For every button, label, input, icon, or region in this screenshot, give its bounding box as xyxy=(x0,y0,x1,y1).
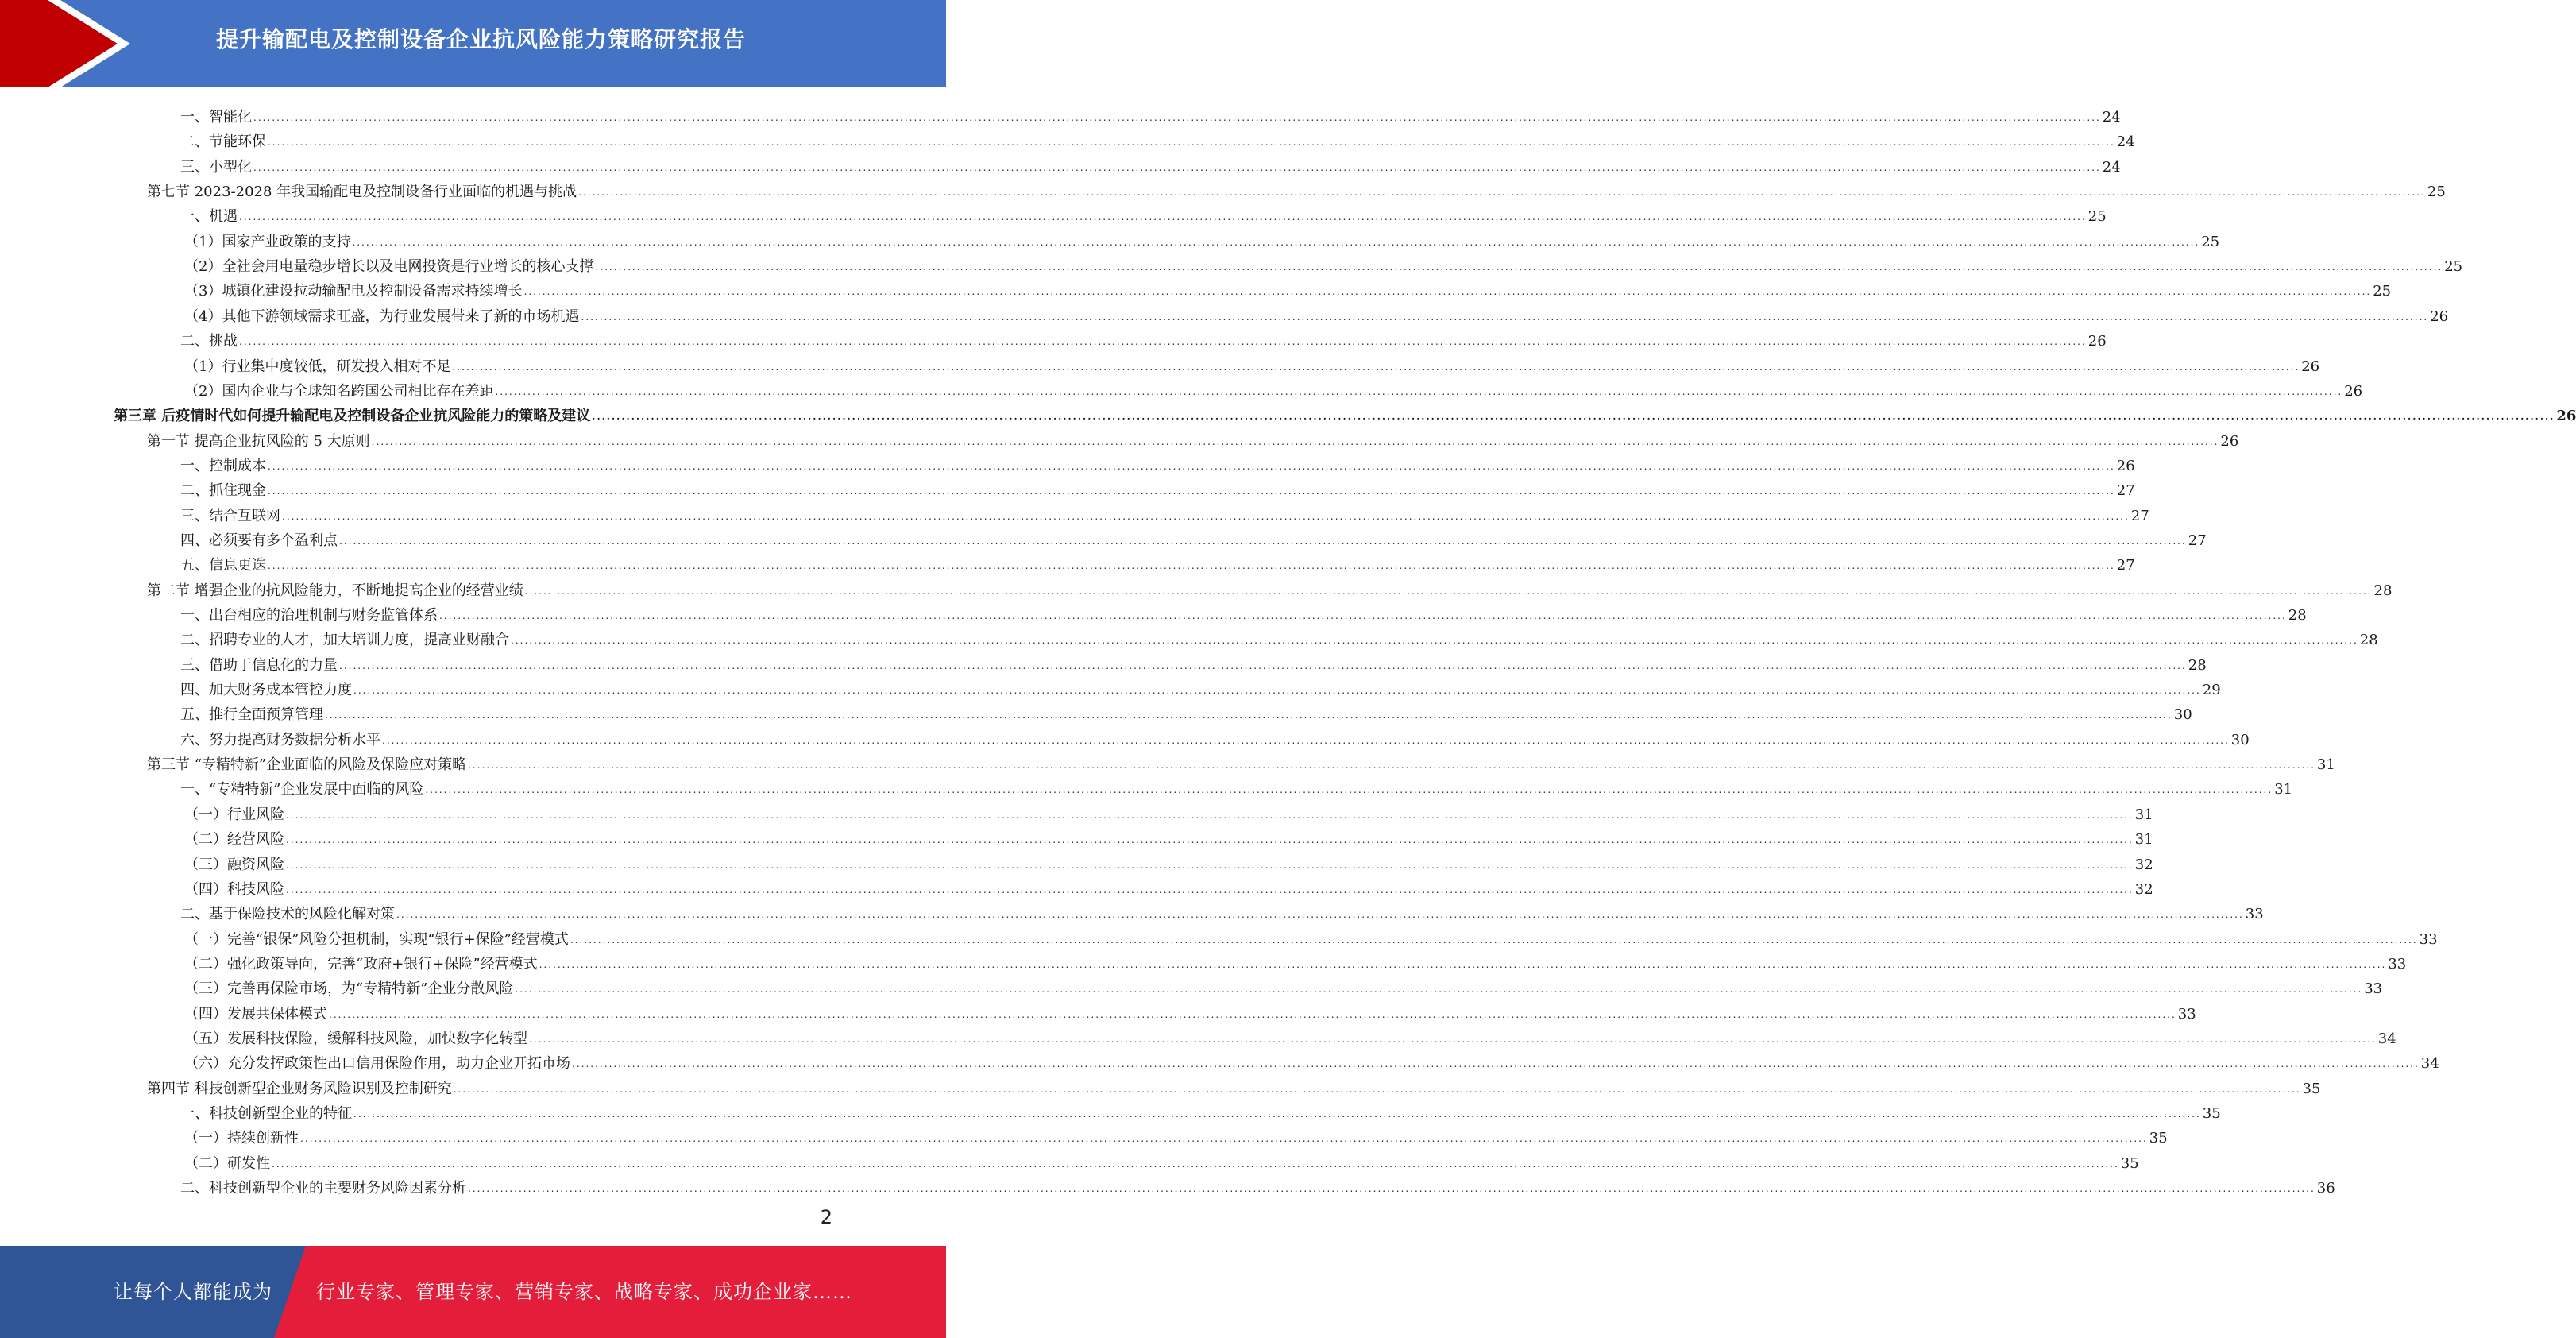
toc-entry-title: 二、招聘专业的人才，加大培训力度，提高业财融合 xyxy=(180,632,509,649)
toc-entry-page: 24 xyxy=(2102,158,2121,176)
toc-entry-page: 25 xyxy=(2444,258,2463,276)
toc-leader-dots: ................................................................................................................................................................................................................................................................................................................................................................................................................ xyxy=(282,510,2130,522)
toc-entry[interactable] xyxy=(184,949,2407,973)
toc-leader-dots: ................................................................................................................................................................................................................................................................................................................................................................................................................ xyxy=(396,909,2244,921)
toc-entry-page: 25 xyxy=(2427,184,2446,201)
toc-entry-title: （4）其他下游领域需求旺盛，为行业发展带来了新的市场机遇 xyxy=(184,307,580,325)
toc-entry[interactable] xyxy=(184,924,2438,949)
toc-entry-title: 一、科技创新型企业的特征 xyxy=(180,1105,352,1122)
toc-entry-title: （六）充分发挥政策性出口信用保险作用，助力企业开拓市场 xyxy=(184,1055,570,1073)
toc-entry[interactable] xyxy=(184,1048,2439,1073)
toc-entry-title: 一、控制成本 xyxy=(180,457,266,474)
toc-entry-title: （1）国家产业政策的支持 xyxy=(184,233,351,250)
toc-entry-page: 35 xyxy=(2302,1080,2321,1097)
toc-entry[interactable] xyxy=(184,1123,2168,1147)
toc-entry[interactable] xyxy=(180,501,2149,525)
toc-entry[interactable] xyxy=(184,1023,2396,1048)
toc-entry-page: 24 xyxy=(2102,109,2121,126)
toc-leader-dots: ................................................................................................................................................................................................................................................................................................................................................................................................................ xyxy=(382,734,2230,746)
toc-leader-dots: ................................................................................................................................................................................................................................................................................................................................................................................................................ xyxy=(286,809,2134,821)
toc-entry-page: 31 xyxy=(2134,806,2153,823)
toc-leader-dots: ................................................................................................................................................................................................................................................................................................................................................................................................................ xyxy=(286,834,2134,846)
footer-slogan-left: 让每个人都能成为 xyxy=(114,1281,272,1303)
toc-leader-dots: ................................................................................................................................................................................................................................................................................................................................................................................................................ xyxy=(239,211,2087,223)
toc-entry-page: 35 xyxy=(2202,1105,2221,1122)
toc-leader-dots: ................................................................................................................................................................................................................................................................................................................................................................................................................ xyxy=(300,1133,2148,1145)
toc-entry-page: 24 xyxy=(2116,133,2135,151)
toc-leader-dots: ................................................................................................................................................................................................................................................................................................................................................................................................................ xyxy=(515,984,2363,996)
toc-leader-dots: ................................................................................................................................................................................................................................................................................................................................................................................................................ xyxy=(523,286,2372,298)
toc-entry-page: 31 xyxy=(2316,756,2335,774)
toc-entry[interactable] xyxy=(180,525,2207,550)
toc-leader-dots: ................................................................................................................................................................................................................................................................................................................................................................................................................ xyxy=(352,236,2200,248)
toc-leader-dots: ................................................................................................................................................................................................................................................................................................................................................................................................................ xyxy=(353,685,2201,697)
toc-entry-page: 26 xyxy=(2430,307,2449,325)
toc-entry[interactable] xyxy=(184,276,2392,300)
toc-leader-dots: ................................................................................................................................................................................................................................................................................................................................................................................................................ xyxy=(468,760,2315,771)
toc-entry[interactable] xyxy=(184,376,2363,400)
toc-entry[interactable] xyxy=(147,749,2335,774)
toc-entry-title: （二）研发性 xyxy=(184,1154,270,1172)
toc-entry[interactable] xyxy=(180,475,2135,500)
toc-entry-title: （二）经营风险 xyxy=(184,831,284,849)
toc-entry[interactable] xyxy=(180,451,2135,475)
toc-leader-dots: ................................................................................................................................................................................................................................................................................................................................................................................................................ xyxy=(253,112,2101,123)
toc-entry-title: （三）融资风险 xyxy=(184,856,284,873)
toc-entry[interactable] xyxy=(180,774,2293,799)
toc-entry-title: 第三节 “专精特新”企业面临的风险及保险应对策略 xyxy=(147,756,467,774)
toc-entry-page: 28 xyxy=(2359,632,2378,649)
toc-entry-title: 第三章 后疫情时代如何提升输配电及控制设备企业抗风险能力的策略及建议 xyxy=(114,408,591,425)
toc-entry[interactable] xyxy=(184,251,2463,276)
toc-leader-dots: ................................................................................................................................................................................................................................................................................................................................................................................................................ xyxy=(495,385,2343,397)
toc-entry-page: 27 xyxy=(2116,482,2135,500)
toc-entry[interactable] xyxy=(184,973,2383,998)
toc-entry-page: 30 xyxy=(2173,706,2192,724)
toc-entry-title: （一）行业风险 xyxy=(184,806,284,823)
toc-entry-title: 三、借助于信息化的力量 xyxy=(180,656,338,674)
toc-entry[interactable] xyxy=(184,799,2153,824)
toc-entry[interactable] xyxy=(180,126,2135,151)
toc-entry-page: 30 xyxy=(2230,731,2250,748)
toc-entry-title: （三）完善再保险市场，为“专精特新”企业分散风险 xyxy=(184,980,514,998)
toc-entry[interactable] xyxy=(114,400,2576,425)
toc-entry-page: 27 xyxy=(2188,532,2207,549)
toc-entry-page: 26 xyxy=(2220,432,2239,450)
toc-entry-title: 二、挑战 xyxy=(180,333,238,350)
toc-leader-dots: ................................................................................................................................................................................................................................................................................................................................................................................................................ xyxy=(572,1058,2420,1070)
toc-entry-title: （3）城镇化建设拉动输配电及控制设备需求持续增长 xyxy=(184,283,523,300)
toc-leader-dots: ................................................................................................................................................................................................................................................................................................................................................................................................................ xyxy=(570,934,2418,945)
toc-entry[interactable] xyxy=(180,102,2121,126)
toc-entry-title: （2）全社会用电量稳步增长以及电网投资是行业增长的核心支撑 xyxy=(184,258,594,276)
toc-entry[interactable] xyxy=(184,849,2153,874)
toc-entry-page: 26 xyxy=(2116,457,2135,474)
toc-entry-page: 35 xyxy=(2149,1130,2168,1147)
toc-entry[interactable] xyxy=(184,301,2449,326)
toc-leader-dots: ................................................................................................................................................................................................................................................................................................................................................................................................................ xyxy=(268,485,2115,497)
toc-entry-title: 二、节能环保 xyxy=(180,133,266,151)
toc-entry[interactable] xyxy=(180,326,2107,350)
toc-entry-page: 26 xyxy=(2301,358,2320,375)
toc-entry-title: 一、机遇 xyxy=(180,208,238,226)
page-header xyxy=(0,0,946,87)
toc-entry-title: （一）持续创新性 xyxy=(184,1130,299,1147)
toc-entry-title: （一）完善“银保”风险分担机制，实现“银行+保险”经营模式 xyxy=(184,930,569,948)
toc-entry[interactable] xyxy=(147,426,2239,451)
toc-entry[interactable] xyxy=(180,725,2250,749)
toc-leader-dots: ................................................................................................................................................................................................................................................................................................................................................................................................................ xyxy=(268,460,2115,472)
toc-entry[interactable] xyxy=(184,1148,2139,1173)
toc-leader-dots: ................................................................................................................................................................................................................................................................................................................................................................................................................ xyxy=(268,137,2115,149)
toc-entry[interactable] xyxy=(180,625,2378,649)
toc-entry-title: 一、“专精特新”企业发展中面临的风险 xyxy=(180,781,424,799)
toc-entry[interactable] xyxy=(180,600,2307,625)
toc-leader-dots: ................................................................................................................................................................................................................................................................................................................................................................................................................ xyxy=(453,1083,2301,1095)
toc-leader-dots: ................................................................................................................................................................................................................................................................................................................................................................................................................ xyxy=(452,361,2300,373)
toc-leader-dots: ................................................................................................................................................................................................................................................................................................................................................................................................................ xyxy=(524,585,2373,597)
toc-leader-dots: ................................................................................................................................................................................................................................................................................................................................................................................................................ xyxy=(239,336,2087,348)
toc-entry-page: 26 xyxy=(2556,408,2576,425)
report-title: 提升输配电及控制设备企业抗风险能力策略研究报告 xyxy=(215,26,746,52)
toc-entry[interactable] xyxy=(180,1173,2335,1197)
toc-entry-title: 二、科技创新型企业的主要财务风险因素分析 xyxy=(180,1180,466,1197)
toc-entry-page: 28 xyxy=(2288,607,2307,624)
toc-leader-dots: ................................................................................................................................................................................................................................................................................................................................................................................................................ xyxy=(353,1108,2201,1120)
toc-entry[interactable] xyxy=(180,699,2192,724)
footer-slogan-right: 行业专家、管理专家、营销专家、战略专家、成功企业家…… xyxy=(316,1281,852,1303)
toc-entry-title: 第四节 科技创新型企业财务风险识别及控制研究 xyxy=(147,1080,452,1097)
toc-entry-title: 第七节 2023-2028 年我国输配电及控制设备行业面临的机遇与挑战 xyxy=(147,184,577,201)
toc-entry-page: 34 xyxy=(2420,1055,2439,1073)
toc-entry[interactable] xyxy=(147,1073,2321,1098)
toc-entry[interactable] xyxy=(180,675,2221,699)
toc-leader-dots: ................................................................................................................................................................................................................................................................................................................................................................................................................ xyxy=(268,560,2115,572)
toc-entry[interactable] xyxy=(147,176,2446,201)
toc-entry-title: 二、抓住现金 xyxy=(180,482,266,500)
page-number: 2 xyxy=(820,1206,832,1228)
toc-entry[interactable] xyxy=(180,1098,2221,1123)
toc-leader-dots: ................................................................................................................................................................................................................................................................................................................................................................................................................ xyxy=(325,710,2172,721)
toc-entry-title: 五、推行全面预算管理 xyxy=(180,706,323,724)
toc-entry-page: 31 xyxy=(2134,831,2153,849)
toc-leader-dots: ................................................................................................................................................................................................................................................................................................................................................................................................................ xyxy=(339,659,2187,671)
toc-leader-dots: ................................................................................................................................................................................................................................................................................................................................................................................................................ xyxy=(272,1158,2119,1170)
toc-entry-page: 28 xyxy=(2188,656,2207,674)
toc-entry-page: 28 xyxy=(2373,582,2393,599)
toc-entry-title: 三、结合互联网 xyxy=(180,507,280,524)
toc-entry-page: 33 xyxy=(2419,930,2438,948)
toc-entry-page: 27 xyxy=(2130,507,2149,524)
toc-entry-title: 四、必须要有多个盈利点 xyxy=(180,532,338,549)
toc-leader-dots: ................................................................................................................................................................................................................................................................................................................................................................................................................ xyxy=(286,884,2134,895)
toc-entry-title: 第二节 增强企业的抗风险能力，不断地提高企业的经营业绩 xyxy=(147,582,523,599)
toc-entry-page: 32 xyxy=(2134,880,2153,898)
toc-entry-title: （二）强化政策导向，完善“政府+银行+保险”经营模式 xyxy=(184,955,538,973)
toc-entry[interactable] xyxy=(180,650,2207,675)
toc-entry[interactable] xyxy=(180,152,2121,176)
toc-entry-page: 35 xyxy=(2120,1154,2139,1172)
toc-entry-title: 一、出台相应的治理机制与财务监管体系 xyxy=(180,607,438,624)
toc-entry-title: （四）科技风险 xyxy=(184,880,284,898)
toc-leader-dots: ................................................................................................................................................................................................................................................................................................................................................................................................................ xyxy=(286,859,2134,871)
toc-entry-page: 33 xyxy=(2177,1005,2196,1023)
toc-leader-dots: ................................................................................................................................................................................................................................................................................................................................................................................................................ xyxy=(539,958,2387,970)
toc-entry-title: 一、智能化 xyxy=(180,109,252,126)
toc-entry[interactable] xyxy=(184,351,2320,376)
toc-leader-dots: ................................................................................................................................................................................................................................................................................................................................................................................................................ xyxy=(329,1008,2176,1020)
toc-entry-title: 第一节 提高企业抗风险的 5 大原则 xyxy=(147,432,370,450)
toc-entry[interactable] xyxy=(180,899,2264,923)
toc-entry[interactable] xyxy=(180,550,2135,574)
toc-entry-page: 31 xyxy=(2274,781,2293,799)
toc-entry-title: （1）行业集中度较低，研发投入相对不足 xyxy=(184,358,451,375)
toc-leader-dots: ................................................................................................................................................................................................................................................................................................................................................................................................................ xyxy=(253,161,2101,173)
toc-leader-dots: ................................................................................................................................................................................................................................................................................................................................................................................................................ xyxy=(468,1183,2315,1195)
toc-entry[interactable] xyxy=(184,874,2153,899)
toc-leader-dots: ................................................................................................................................................................................................................................................................................................................................................................................................................ xyxy=(371,435,2219,447)
toc-entry-page: 27 xyxy=(2116,557,2135,574)
toc-entry-title: 三、小型化 xyxy=(180,158,252,176)
toc-entry-title: 二、基于保险技术的风险化解对策 xyxy=(180,906,395,923)
toc-entry-page: 36 xyxy=(2316,1180,2335,1197)
toc-entry[interactable] xyxy=(184,999,2196,1023)
toc-entry-title: （四）发展共保体模式 xyxy=(184,1005,327,1023)
toc-entry-title: （五）发展科技保险，缓解科技风险，加快数字化转型 xyxy=(184,1030,527,1047)
page-footer xyxy=(0,1246,946,1338)
toc-leader-dots: ................................................................................................................................................................................................................................................................................................................................................................................................................ xyxy=(592,411,2555,423)
toc-entry-page: 34 xyxy=(2377,1030,2396,1047)
toc-entry-page: 25 xyxy=(2087,208,2107,226)
toc-entry-page: 25 xyxy=(2201,233,2220,250)
toc-entry-page: 26 xyxy=(2087,333,2107,350)
toc-entry-title: （2）国内企业与全球知名跨国公司相比存在差距 xyxy=(184,382,494,400)
toc-entry-page: 32 xyxy=(2134,856,2153,873)
toc-entry[interactable] xyxy=(184,824,2153,849)
toc-entry[interactable] xyxy=(180,201,2107,226)
toc-entry-page: 26 xyxy=(2344,382,2363,400)
toc-leader-dots: ................................................................................................................................................................................................................................................................................................................................................................................................................ xyxy=(578,187,2426,199)
toc-entry[interactable] xyxy=(147,575,2393,600)
toc-entry-title: 五、信息更迭 xyxy=(180,557,266,574)
toc-entry-title: 六、努力提高财务数据分析水平 xyxy=(180,731,380,748)
toc-entry-page: 33 xyxy=(2364,980,2383,998)
toc-entry-page: 29 xyxy=(2202,682,2221,699)
toc-entry-page: 33 xyxy=(2245,906,2264,923)
toc-leader-dots: ................................................................................................................................................................................................................................................................................................................................................................................................................ xyxy=(595,261,2443,273)
toc-leader-dots: ................................................................................................................................................................................................................................................................................................................................................................................................................ xyxy=(425,784,2273,796)
toc-entry[interactable] xyxy=(184,226,2220,251)
toc-entry-page: 33 xyxy=(2388,955,2407,973)
toc-entry-title: 四、加大财务成本管控力度 xyxy=(180,682,352,699)
toc-leader-dots: ................................................................................................................................................................................................................................................................................................................................................................................................................ xyxy=(529,1033,2377,1045)
toc-leader-dots: ................................................................................................................................................................................................................................................................................................................................................................................................................ xyxy=(439,610,2287,621)
toc-leader-dots: ................................................................................................................................................................................................................................................................................................................................................................................................................ xyxy=(511,635,2358,647)
toc-leader-dots: ................................................................................................................................................................................................................................................................................................................................................................................................................ xyxy=(581,311,2429,323)
toc-entry-page: 25 xyxy=(2373,283,2392,300)
toc-leader-dots: ................................................................................................................................................................................................................................................................................................................................................................................................................ xyxy=(339,535,2187,547)
